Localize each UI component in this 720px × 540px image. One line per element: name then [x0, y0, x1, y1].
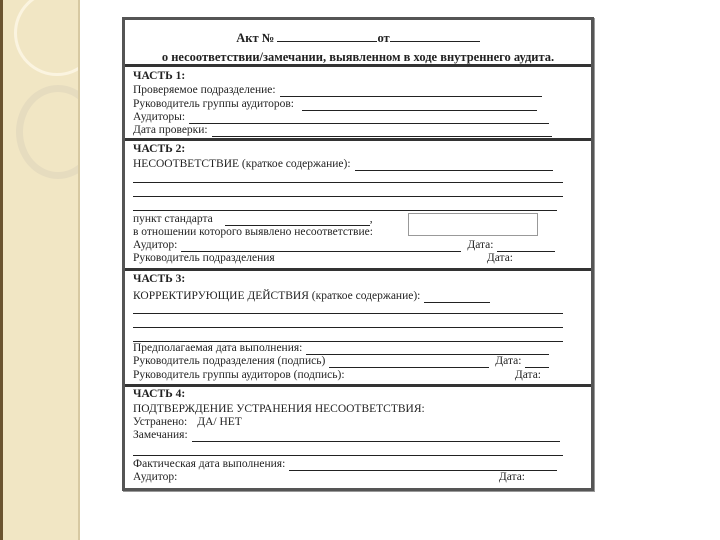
check-date-row — [133, 124, 552, 137]
nonconformity-field[interactable] — [355, 160, 553, 171]
divider — [125, 384, 591, 387]
planned-date-field[interactable] — [306, 344, 549, 355]
date-field[interactable] — [525, 357, 549, 368]
actual-date-field[interactable] — [289, 460, 557, 471]
act-title-line — [125, 31, 591, 46]
dept-head-sign-label: Руководитель подразделения (подпись) — [133, 355, 326, 367]
actual-date-row — [133, 458, 557, 471]
confirmation-row: ПОДТВЕРЖДЕНИЕ УСТРАНЕНИЯ НЕСООТВЕТСТВИЯ: — [133, 403, 425, 415]
comma: , — [369, 213, 373, 225]
dept-head-row — [133, 252, 513, 265]
department-row — [133, 84, 542, 97]
relation-row: в отношении которого выявлено несоответствие: — [133, 226, 373, 238]
corrective-field[interactable] — [424, 292, 490, 303]
date-label: Дата: — [514, 369, 541, 381]
divider — [125, 268, 591, 271]
strip-edge — [0, 0, 3, 540]
date-label: Дата: — [467, 239, 494, 251]
standard-clause-box[interactable] — [408, 213, 538, 236]
lead-auditor-row — [133, 98, 537, 111]
lead-auditor-field[interactable] — [302, 100, 537, 111]
standard-clause-label: пункт стандарта — [133, 213, 213, 225]
decorative-ring — [14, 0, 80, 76]
decorative-ring — [16, 85, 80, 179]
date-field[interactable] — [497, 241, 555, 252]
standard-clause-field[interactable] — [225, 215, 370, 226]
planned-date-row — [133, 342, 549, 355]
nonconformity-label: НЕСООТВЕТСТВИЕ (краткое содержание): — [133, 158, 351, 170]
planned-date-label: Предполагаемая дата выполнения: — [133, 342, 303, 354]
dept-head-sign-row — [133, 355, 549, 368]
remarks-field[interactable] — [192, 431, 560, 442]
lead-sign-row — [133, 369, 541, 382]
date-label: Дата: — [498, 471, 525, 483]
divider — [125, 138, 591, 141]
part4-title: ЧАСТЬ 4: — [133, 388, 186, 400]
check-date-field[interactable] — [212, 126, 552, 137]
standard-clause-row — [133, 213, 373, 226]
eliminated-label: Устранено: — [133, 416, 188, 428]
check-date-label: Дата проверки: — [133, 124, 208, 136]
divider — [125, 64, 591, 67]
auditors-label: Аудиторы: — [133, 111, 186, 123]
department-field[interactable] — [280, 86, 542, 97]
date-label: Дата: — [486, 252, 513, 264]
slide-decoration-strip — [0, 0, 80, 540]
auditor-field[interactable] — [181, 241, 461, 252]
act-number-label: Акт № — [236, 31, 275, 45]
nonconformity-line[interactable] — [133, 210, 557, 211]
nonconformity-row — [133, 158, 553, 171]
eliminated-row — [133, 416, 242, 429]
act-subtitle: о несоответствии/замечании, выявленном в ходе внутреннего аудита. — [161, 50, 555, 64]
lead-auditor-label: Руководитель группы аудиторов: — [133, 98, 294, 110]
auditor-label: Аудитор: — [133, 471, 178, 483]
dept-head-label: Руководитель подразделения — [133, 252, 275, 264]
remarks-label: Замечания: — [133, 429, 188, 441]
audit-act-form — [122, 17, 594, 491]
yes-no-option[interactable]: ДА/ НЕТ — [197, 416, 242, 428]
lead-sign-label: Руководитель группы аудиторов (подпись): — [133, 369, 345, 381]
nonconformity-line[interactable] — [133, 182, 563, 183]
part3-title: ЧАСТЬ 3: — [133, 273, 186, 285]
auditors-row — [133, 111, 549, 124]
dept-head-sign-field[interactable] — [329, 357, 489, 368]
auditor-row — [133, 239, 555, 252]
corrective-row — [133, 290, 490, 303]
actual-date-label: Фактическая дата выполнения: — [133, 458, 286, 470]
act-from-label: от — [377, 31, 390, 45]
remarks-row — [133, 429, 560, 442]
act-date-blank[interactable] — [390, 31, 480, 42]
date-label: Дата: — [495, 355, 522, 367]
nonconformity-line[interactable] — [133, 196, 563, 197]
auditors-field[interactable] — [189, 113, 549, 124]
department-label: Проверяемое подразделение: — [133, 84, 276, 96]
part2-title: ЧАСТЬ 2: — [133, 143, 186, 155]
corrective-line[interactable] — [133, 313, 563, 314]
auditor-label: Аудитор: — [133, 239, 178, 251]
corrective-line[interactable] — [133, 327, 563, 328]
remarks-line[interactable] — [133, 455, 563, 456]
act-number-blank[interactable] — [277, 31, 377, 42]
corrective-label: КОРРЕКТИРУЮЩИЕ ДЕЙСТВИЯ (краткое содержание): — [133, 290, 421, 302]
auditor-date-row — [133, 471, 525, 484]
part1-title: ЧАСТЬ 1: — [133, 70, 186, 82]
